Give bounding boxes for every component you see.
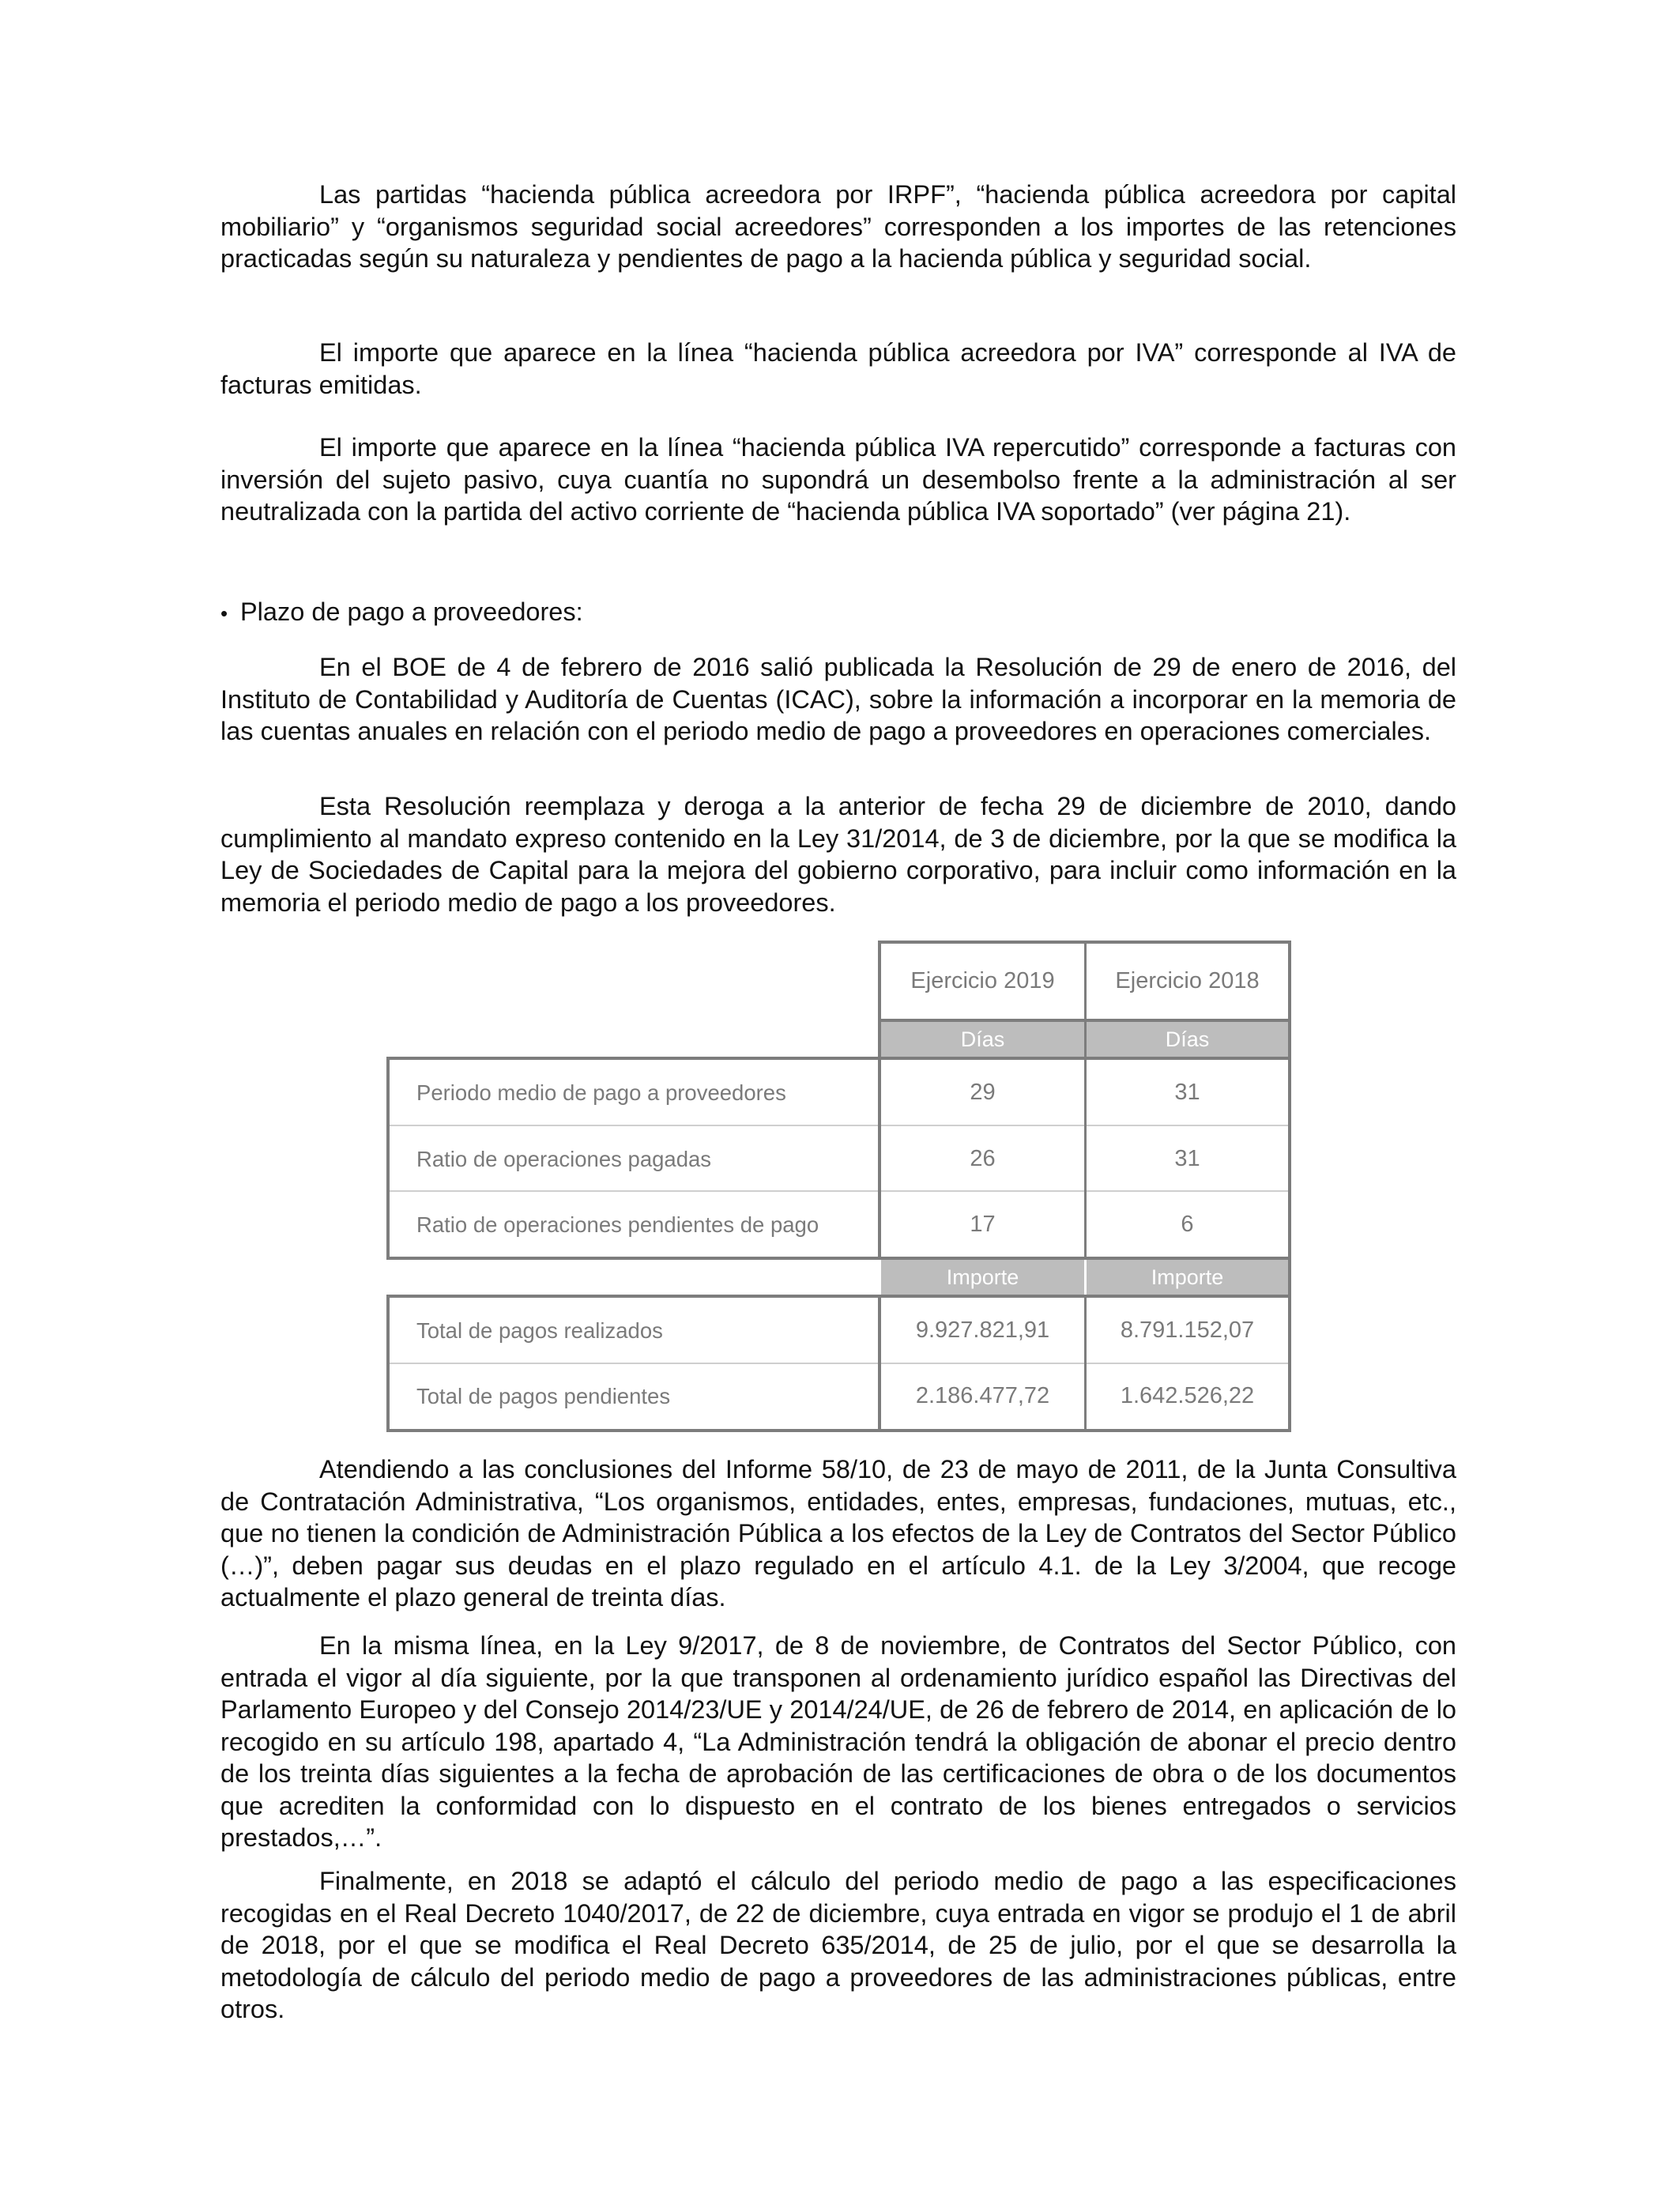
table-border bbox=[1288, 1295, 1291, 1432]
paragraph-boe-resolucion: En el BOE de 4 de febrero de 2016 salió publicada la Resolución de 29 de enero de 2016, del Instituto de Contabilidad y Auditoría de Cuentas (ICAC), sobre la información a incorporar en la memoria de las cuentas anuales en relación con el periodo medio de pago a proveedores en operaciones comerciales. bbox=[220, 653, 1456, 745]
row-value-operaciones-pendientes-2019: 17 bbox=[970, 1212, 996, 1237]
table-border bbox=[1288, 1260, 1291, 1295]
row-value-operaciones-pendientes-2018: 6 bbox=[1181, 1212, 1194, 1237]
paragraph-real-decreto: Finalmente, en 2018 se adaptó el cálculo del periodo medio de pago a las especificaciones recogidas en el Real Decreto 1040/2017, de 22 de diciembre, cuya entrada en vigor se produjo el 1 de abril de 2018, por el que se modifica el Real Decreto 635/2014, de 25 de julio, por el que se desarrolla la metodología de cálculo del periodo medio de pago a proveedores de las administraciones públicas, entre otros. bbox=[220, 1867, 1456, 2023]
row-value-pagos-realizados-2019: 9.927.821,91 bbox=[915, 1318, 1050, 1343]
row-value-pagos-realizados-2018: 8.791.152,07 bbox=[1120, 1318, 1255, 1343]
unit-days-2018: Días bbox=[1087, 1022, 1288, 1057]
unit-amount-2018: Importe bbox=[1087, 1260, 1288, 1295]
paragraph-ley-contratos: En la misma línea, en la Ley 9/2017, de 8 de noviembre, de Contratos del Sector Público, con entrada el vigor al día siguiente, por la que transponen al ordenamiento jurídico español las Directivas del Parlamento Europeo y del Consejo 2014/23/UE y 2014/24/UE, de 26 de febrero de 2014, en aplicación de lo recogido en su artículo 198, apartado 4, “La Administración tendrá la obligación de abonar el precio dentro de los treinta días siguientes a la fecha de aprobación de las certificaciones de obra o de los documentos que acrediten la conformidad con lo dispuesto en el contrato de los bienes entregados o servicios prestados,…”. bbox=[220, 1631, 1456, 1852]
row-label-pagos-pendientes: Total de pagos pendientes bbox=[416, 1383, 671, 1408]
row-value-periodo-medio-2018: 31 bbox=[1174, 1080, 1200, 1105]
row-value-periodo-medio-2019: 29 bbox=[970, 1080, 996, 1105]
row-label-periodo-medio: Periodo medio de pago a proveedores bbox=[416, 1080, 786, 1105]
table-border bbox=[386, 1429, 1291, 1432]
row-value-operaciones-pagadas-2019: 26 bbox=[970, 1146, 996, 1171]
row-value-pagos-pendientes-2019: 2.186.477,72 bbox=[915, 1383, 1050, 1408]
paragraph-informe-junta-consultiva: Atendiendo a las conclusiones del Informe 58/10, de 23 de mayo de 2011, de la Junta Consultiva de Contratación Administrativa, “Los organismos, entidades, entes, empresas, fundaciones, mutuas, etc., que no tienen la condición de Administración Pública a los efectos de la Ley de Contratos del Sector Público (…)”, deben pagar sus deudas en el plazo regulado en el artículo 4.1. de la Ley 3/2004, que recoge actualmente el plazo general de treinta días. bbox=[220, 1455, 1456, 1612]
unit-amount-2019: Importe bbox=[881, 1260, 1084, 1295]
row-label-operaciones-pendientes: Ratio de operaciones pendientes de pago bbox=[416, 1212, 819, 1237]
section-heading-plazo-pago: • Plazo de pago a proveedores: bbox=[220, 596, 1456, 630]
header-ejercicio-2019: Ejercicio 2019 bbox=[910, 967, 1055, 993]
row-value-operaciones-pagadas-2018: 31 bbox=[1174, 1146, 1200, 1171]
table-border bbox=[1288, 941, 1291, 1057]
bullet-icon: • bbox=[220, 601, 228, 625]
paragraph-resolucion-deroga: Esta Resolución reemplaza y deroga a la anterior de fecha 29 de diciembre de 2010, dando cumplimiento al mandato expreso contenido en la Ley 31/2014, de 3 de diciembre, por la que se modifica la Ley de Sociedades de Capital para la mejora del gobierno corporativo, para incluir como información en la memoria el periodo medio de pago a los proveedores. bbox=[220, 792, 1456, 917]
paragraph-iva-emitidas: El importe que aparece en la línea “hacienda pública acreedora por IVA” corresponde al IVA de facturas emitidas. bbox=[220, 338, 1456, 399]
paragraph-retenciones: Las partidas “hacienda pública acreedora por IRPF”, “hacienda pública acreedora por capital mobiliario” y “organismos seguridad social acreedores” corresponden a los importes de las retenciones practicadas según su naturaleza y pendientes de pago a la hacienda pública y seguridad social. bbox=[220, 180, 1456, 273]
unit-days-2019: Días bbox=[881, 1022, 1084, 1057]
paragraph-iva-repercutido: El importe que aparece en la línea “hacienda pública IVA repercutido” corresponde a facturas con inversión del sujeto pasivo, cuya cuantía no supondrá un desembolso frente a la administración al ser neutralizada con la partida del activo corriente de “hacienda pública IVA soportado” (ver página 21). bbox=[220, 433, 1456, 526]
row-label-pagos-realizados: Total de pagos realizados bbox=[416, 1318, 663, 1343]
row-label-operaciones-pagadas: Ratio de operaciones pagadas bbox=[416, 1146, 712, 1171]
table-border bbox=[1288, 1057, 1291, 1260]
row-value-pagos-pendientes-2018: 1.642.526,22 bbox=[1120, 1383, 1255, 1408]
header-ejercicio-2018: Ejercicio 2018 bbox=[1115, 967, 1260, 993]
